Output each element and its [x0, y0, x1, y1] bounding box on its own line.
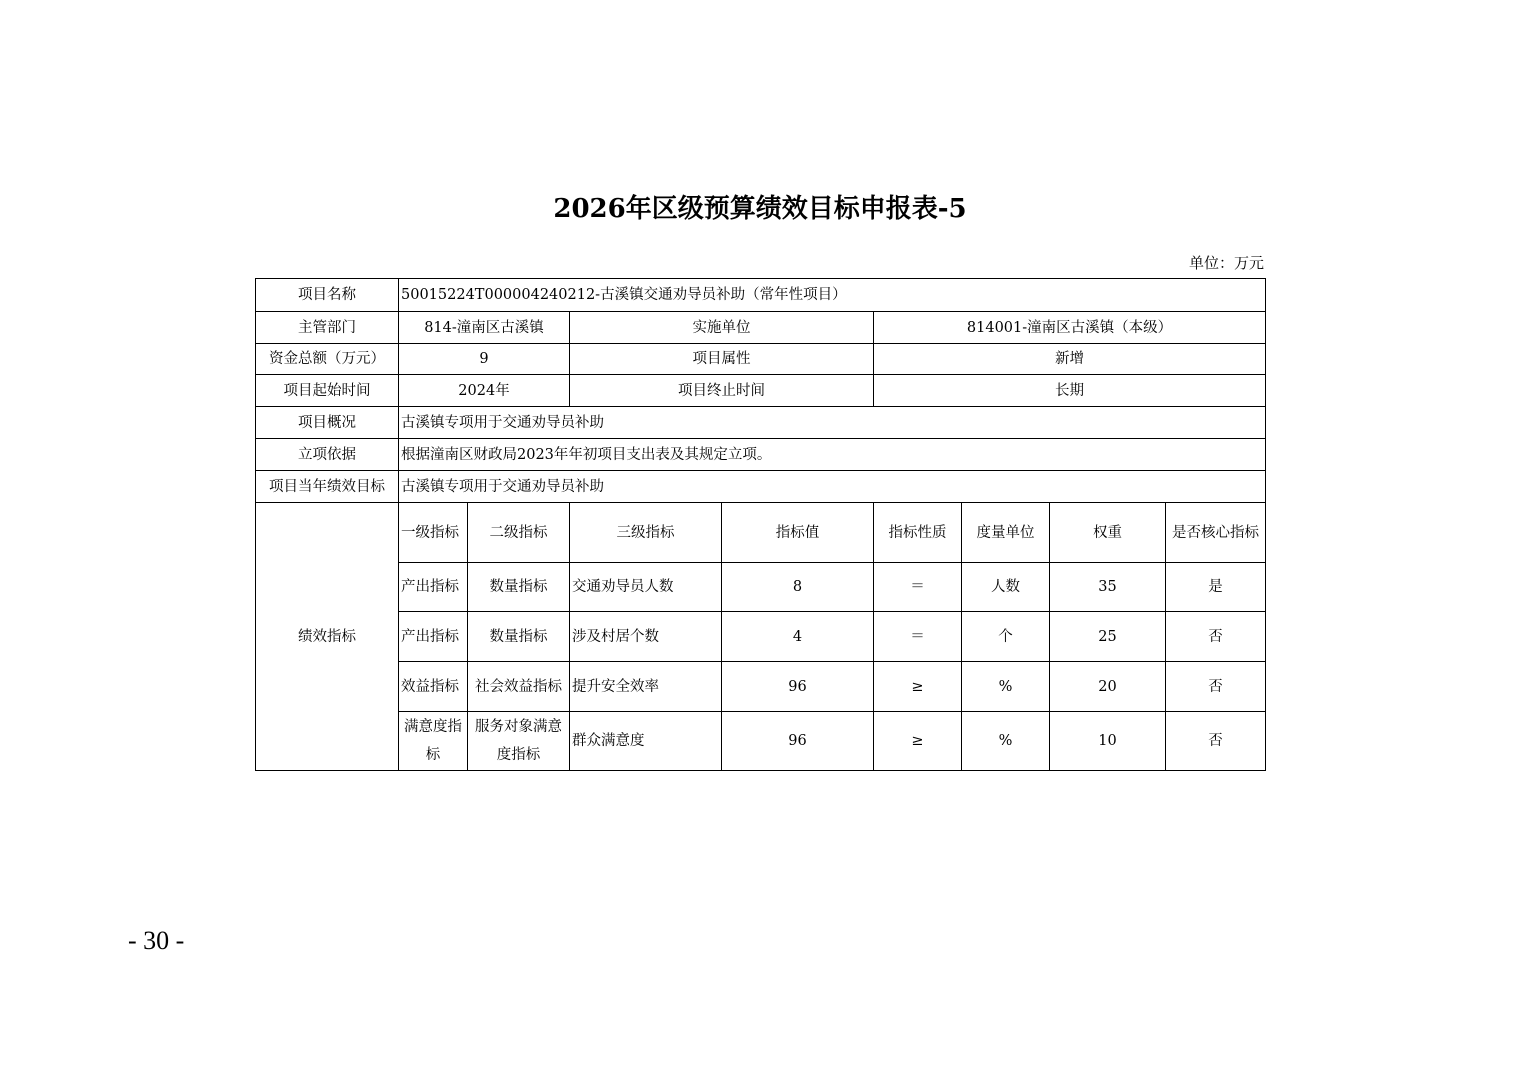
header-weight: 权重 [1050, 503, 1166, 563]
cell-core: 否 [1166, 662, 1266, 712]
performance-label: 绩效指标 [256, 503, 399, 771]
basis-label: 立项依据 [256, 439, 399, 471]
cell-core: 否 [1166, 712, 1266, 771]
table-row [256, 407, 1266, 439]
cell-value: 96 [722, 662, 874, 712]
cell-level3: 提升安全效率 [570, 662, 722, 712]
table-header-row [256, 503, 1266, 563]
cell-value: 4 [722, 612, 874, 662]
table-row [256, 344, 1266, 375]
cell-level1: 产出指标 [399, 563, 468, 612]
cell-core: 是 [1166, 563, 1266, 612]
page-number: - 30 - [128, 926, 185, 955]
budget-performance-table [255, 278, 1266, 771]
dept-label: 主管部门 [256, 312, 399, 344]
cell-nature: ＝ [874, 612, 962, 662]
table-row [256, 662, 1266, 712]
impl-value: 814001-潼南区古溪镇（本级） [874, 312, 1266, 344]
cell-nature: ≥ [874, 662, 962, 712]
impl-label: 实施单位 [570, 312, 874, 344]
end-label: 项目终止时间 [570, 375, 874, 407]
table-row [256, 563, 1266, 612]
table-row [256, 612, 1266, 662]
header-unit: 度量单位 [962, 503, 1050, 563]
start-value: 2024年 [399, 375, 570, 407]
header-value: 指标值 [722, 503, 874, 563]
end-value: 长期 [874, 375, 1266, 407]
cell-value: 96 [722, 712, 874, 771]
cell-level2: 数量指标 [468, 563, 570, 612]
overview-value: 古溪镇专项用于交通劝导员补助 [399, 407, 1266, 439]
goal-value: 古溪镇专项用于交通劝导员补助 [399, 471, 1266, 503]
unit-label: 单位：万元 [1188, 254, 1264, 272]
header-level1: 一级指标 [399, 503, 468, 563]
cell-unit: 人数 [962, 563, 1050, 612]
cell-weight: 25 [1050, 612, 1166, 662]
header-core: 是否核心指标 [1166, 503, 1266, 563]
table-row [256, 712, 1266, 771]
project-name-value: 50015224T000004240212-古溪镇交通劝导员补助（常年性项目） [399, 279, 1266, 312]
fund-label: 资金总额（万元） [256, 344, 399, 375]
cell-unit: % [962, 712, 1050, 771]
attr-label: 项目属性 [570, 344, 874, 375]
cell-level2: 社会效益指标 [468, 662, 570, 712]
table-row [256, 279, 1266, 312]
cell-nature: ≥ [874, 712, 962, 771]
cell-level3: 群众满意度 [570, 712, 722, 771]
project-name-label: 项目名称 [256, 279, 399, 312]
cell-weight: 20 [1050, 662, 1166, 712]
cell-unit: 个 [962, 612, 1050, 662]
fund-value: 9 [399, 344, 570, 375]
goal-label: 项目当年绩效目标 [256, 471, 399, 503]
start-label: 项目起始时间 [256, 375, 399, 407]
cell-unit: % [962, 662, 1050, 712]
table-row [256, 439, 1266, 471]
cell-level2: 服务对象满意度指标 [468, 712, 570, 771]
cell-level1: 产出指标 [399, 612, 468, 662]
cell-level3: 交通劝导员人数 [570, 563, 722, 612]
dept-value: 814-潼南区古溪镇 [399, 312, 570, 344]
cell-weight: 10 [1050, 712, 1166, 771]
table-row [256, 375, 1266, 407]
basis-value: 根据潼南区财政局2023年年初项目支出表及其规定立项。 [399, 439, 1266, 471]
cell-level2: 数量指标 [468, 612, 570, 662]
table-row [256, 312, 1266, 344]
cell-weight: 35 [1050, 563, 1166, 612]
cell-level1: 效益指标 [399, 662, 468, 712]
header-level2: 二级指标 [468, 503, 570, 563]
header-nature: 指标性质 [874, 503, 962, 563]
cell-value: 8 [722, 563, 874, 612]
cell-core: 否 [1166, 612, 1266, 662]
attr-value: 新增 [874, 344, 1266, 375]
table-row [256, 471, 1266, 503]
cell-level3: 涉及村居个数 [570, 612, 722, 662]
cell-nature: ＝ [874, 563, 962, 612]
header-level3: 三级指标 [570, 503, 722, 563]
page-title: 2026年区级预算绩效目标申报表-5 [553, 194, 967, 224]
overview-label: 项目概况 [256, 407, 399, 439]
cell-level1: 满意度指标 [399, 712, 468, 771]
